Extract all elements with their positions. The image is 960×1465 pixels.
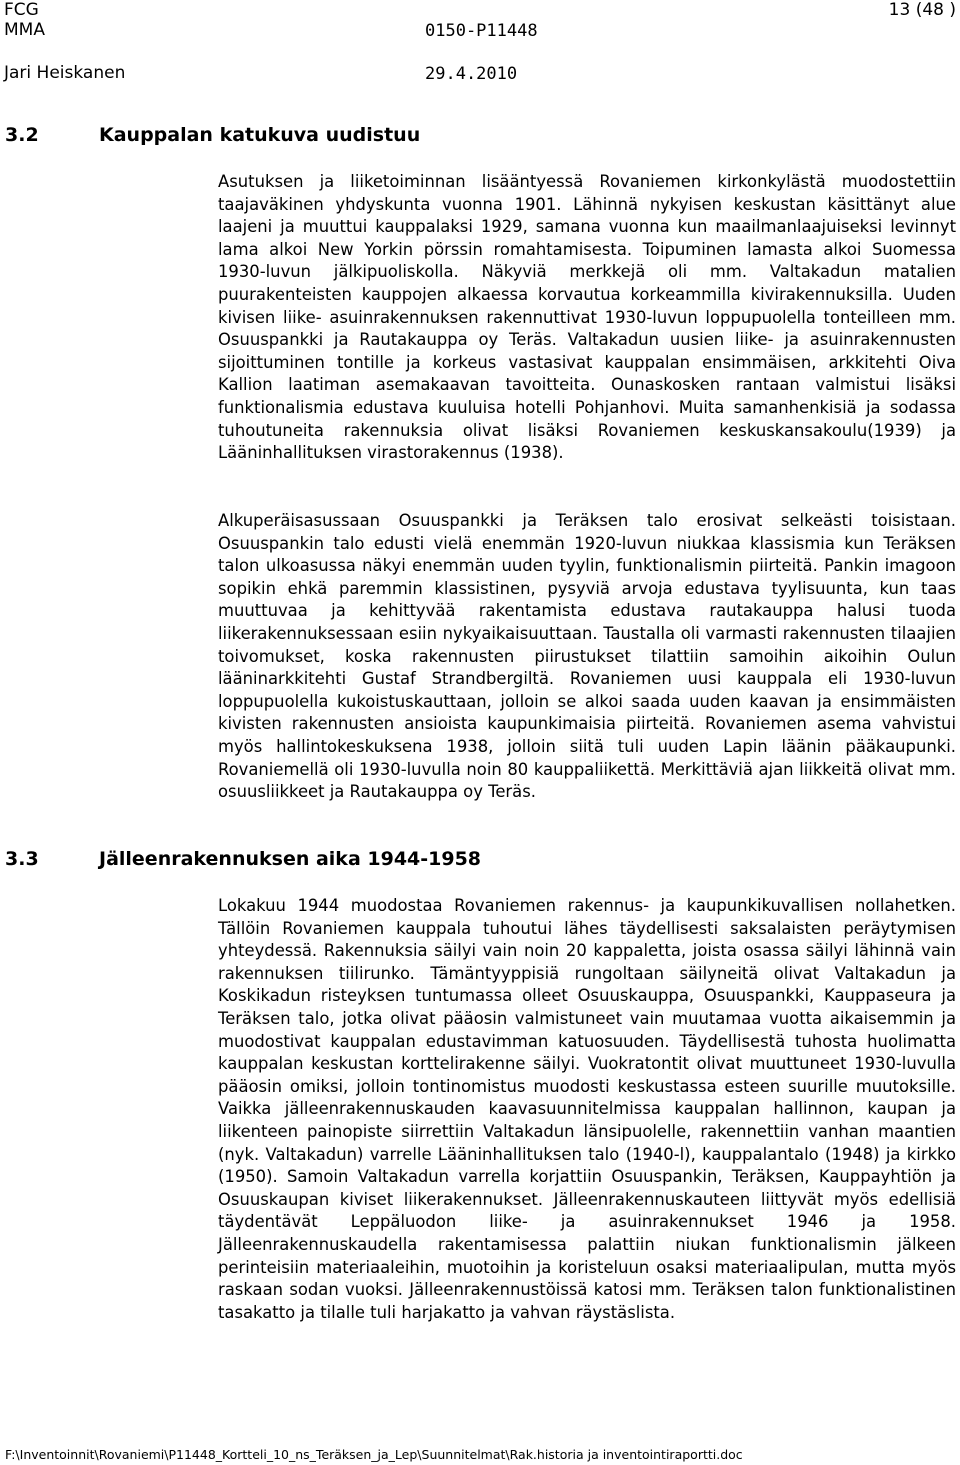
section-3-2-title: Kauppalan katukuva uudistuu [99, 124, 421, 146]
footer-file-path: F:\Inventoinnit\Rovaniemi\P11448_Kortteli_10_ns_Teräksen_ja_Lep\Suunnitelmat\Rak.historia ja inventointiraportti.doc [5, 1447, 743, 1462]
header-project-number: 0150-P11448 [425, 21, 538, 41]
header-author: Jari Heiskanen [4, 63, 126, 83]
header-company: MMA [4, 20, 45, 40]
section-3-3-heading [5, 848, 481, 870]
header-date: 29.4.2010 [425, 64, 518, 84]
header-org: FCG [4, 0, 39, 20]
section-3-2-paragraph-1: Asutuksen ja liiketoiminnan lisääntyessä Rovaniemen kirkonkylästä muodostettiin taajaväkinen yhdyskunta vuonna 1901. Lähinnä nykyisen keskustan käsittänyt alue laajeni ja muuttui kauppalaksi 1929, samana vuonna kun maailmanlaajuiseksi levinnyt lama alkoi New Yorkin pörssin romahtamisesta. Toipuminen lamasta alkoi Suomessa 1930-luvun jälkipuoliskolla. Näkyviä merkkejä oli mm. Valtakadun matalien puurakenteisten kauppojen alkaessa korvautua korkeammilla kivirakennuksilla. Uuden kivisen liike- asuinrakennuksen rakennuttivat 1930-luvun loppupuolella tonteilleen mm. Osuuspankki ja Rautakauppa oy Teräs. Valtakadun uusien liike- ja asuinrakennusten sijoittuminen tontille ja korkeus vastasivat kauppalan ensimmäisen, arkkitehti Oiva Kallion laatiman asemakaavan tavoitteita. Ounaskosken rantaan valmistui lisäksi funktionalismia edustava kuuluisa hotelli Pohjanhovi. Muita samanhenkisiä ja sodassa tuhoutuneita rakennuksia olivat lisäksi Rovaniemen keskuskansakoulu(1939) ja Lääninhallituksen virastorakennus (1938). [218, 172, 956, 463]
header-page-number: 13 (48 ) [888, 0, 956, 20]
section-3-3-number: 3.3 [5, 848, 39, 870]
section-3-2-number: 3.2 [5, 124, 39, 146]
section-3-3-title: Jälleenrakennuksen aika 1944-1958 [99, 848, 482, 870]
section-3-3-paragraph-1: Lokakuu 1944 muodostaa Rovaniemen rakennus- ja kaupunkikuvallisen nollahetken. Tällöin Rovaniemen kauppala tuhoutui lähes täydellisesti saksalaisten peräytymisen yhteydessä. Rakennuksia säilyi vain noin 20 kappaletta, joista osassa säilyi lähinnä vain rakennuksen tiilirunko. Tämäntyyppisiä rungoltaan säilyneitä olivat Valtakadun ja Koskikadun risteyksen tuntumassa olleet Osuuskauppa, Osuuspankki, Kauppaseura ja Teräksen talo, jotka olivat pääosin valmistuneet vain muutamaa vuotta aikaisemmin ja muodostivat kauppalan edustavimman katuosuuden. Täydellisestä tuhosta huolimatta kauppalan keskustan korttelirakenne säilyi. Vuokratontit olivat muuttuneet 1930-luvulla pääosin omiksi, jolloin tontinomistus muodosti keskustassa esteen suurille muutoksille. Vaikka jälleenrakennuskauden kaavasuunnitelmissa kauppalan hallinnon, kaupan ja liikenteen painopiste siirrettiin Valtakadun länsipuolelle, rakennettiin vanhan maantien (nyk. Valtakadun) varrelle Lääninhallituksen talo (1940-l), kauppalantalo (1948) ja kirkko (1950). Samoin Valtakadun varrella korjattiin Osuuspankin, Teräksen, Kauppayhtiön ja Osuuskaupan kiviset liikerakennukset. Jälleenrakennuskauteen liittyvät myös edellisiä täydentävät Leppäluodon liike- ja asuinrakennukset 1946 ja 1958. Jälleenrakennuskaudella rakentamisessa palattiin niukan funktionalismin jälkeen perinteisiin materiaaleihin, muotoihin ja koristeluun osaksi materiaalipulan, mutta myös raskaan sodan vuoksi. Jälleenrakennustöissä katosi mm. Teräksen talon funktionalistinen tasakatto ja tilalle tuli harjakatto ja vahvan räystäslista. [218, 896, 956, 1322]
section-3-2-heading [5, 124, 420, 146]
section-3-2-paragraph-2: Alkuperäisasussaan Osuuspankki ja Teräksen talo erosivat selkeästi toisistaan. Osuuspankin talo edusti vielä enemmän 1920-luvun niukkaa klassismia kun Teräksen talon ulkoasussa näkyi enemmän uuden tyylin, funktionalismin piirteitä. Pankin imagoon sopikin ehkä paremmin klassistinen, pysyviä arvoja edustava tyylisuunta, kun taas muuttuvaa ja kehittyvää rakentamista edustava rautakauppa halusi tuoda liikerakennuksessaan esiin nykyaikaisuuttaan. Taustalla oli varmasti rakennusten tilaajien toivomukset, koska rakennusten piirustukset tilattiin samoihin aikoihin Oulun lääninarkkitehti Gustaf Strandbergiltä. Rovaniemen uusi kauppala eli 1930-luvun loppupuolella kukoistuskauttaan, jolloin se alkoi saada uuden kaavan ja ensimmäisten kivisten rakennusten ansioista kaupunkimaisia piirteitä. Rovaniemen asema vahvistui myös hallintokeskuksena 1938, jolloin siitä tuli uuden Lapin läänin pääkaupunki. Rovaniemellä oli 1930-luvulla noin 80 kauppaliikettä. Merkittäviä ajan liikkeitä olivat mm. osuusliikkeet ja Rautakauppa oy Teräs. [218, 511, 956, 802]
